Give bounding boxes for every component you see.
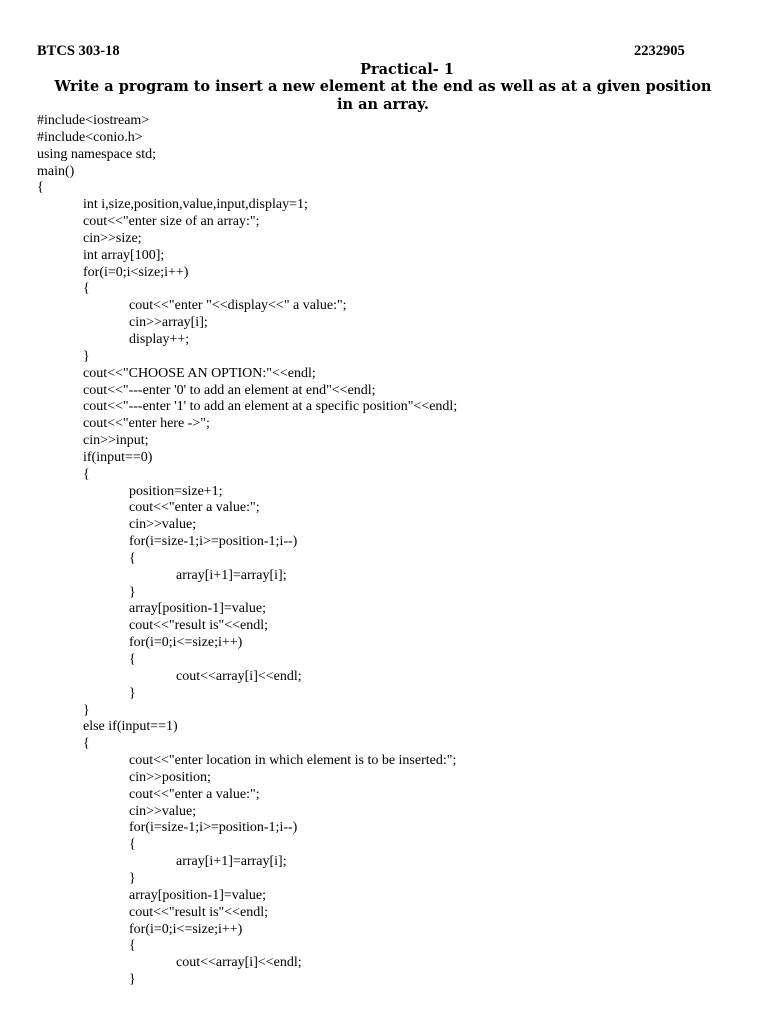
- code-line: cin>>value;: [129, 517, 197, 533]
- code-line: int array[100];: [83, 247, 165, 263]
- code-line: cin>>input;: [83, 433, 149, 449]
- code-line: {: [129, 652, 136, 667]
- code-line: #include<iostream>: [37, 113, 150, 128]
- code-line: cout<<array[i]<<endl;: [176, 668, 302, 684]
- code-line: cout<<"CHOOSE AN OPTION:"<<endl;: [83, 365, 316, 381]
- code-line: }: [129, 870, 136, 886]
- course-code: BTCS 303-18: [37, 43, 120, 59]
- code-line: cout<<"enter size of an array:";: [83, 214, 260, 230]
- code-line: cin>>position;: [129, 769, 211, 785]
- code-line: else if(input==1): [83, 719, 178, 735]
- code-line: }: [129, 584, 136, 600]
- code-line: #include<conio.h>: [37, 129, 143, 145]
- code-line: {: [129, 938, 136, 954]
- code-line: cout<<"enter a value:";: [129, 786, 260, 802]
- code-line: cout<<"enter here ->";: [83, 416, 210, 432]
- code-line: {: [83, 466, 90, 482]
- code-line: cout<<"---enter '0' to add an element at end"<<endl;: [83, 382, 376, 398]
- code-line: }: [83, 702, 90, 718]
- code-line: array[i+1]=array[i];: [176, 854, 287, 870]
- code-line: cout<<array[i]<<endl;: [176, 955, 302, 971]
- code-line: position=size+1;: [129, 483, 223, 499]
- code-line: display++;: [129, 331, 190, 347]
- code-line: using namespace std;: [37, 146, 156, 162]
- code-line: {: [83, 736, 90, 752]
- code-line: cout<<"result is"<<endl;: [129, 904, 269, 920]
- code-line: cout<<"enter a value:";: [129, 500, 260, 516]
- roll-number: 2232905: [634, 43, 685, 59]
- page-title: Write a program to insert a new element at the end as well as at a given position in an array.: [54, 78, 712, 113]
- practical-heading: Practical- 1: [360, 61, 454, 78]
- code-line: for(i=0;i<size;i++): [83, 264, 189, 280]
- code-line: array[position-1]=value;: [129, 887, 266, 903]
- code-line: {: [129, 837, 136, 853]
- code-line: }: [129, 685, 136, 701]
- code-line: for(i=0;i<=size;i++): [129, 921, 243, 937]
- code-line: for(i=size-1;i>=position-1;i--): [129, 820, 298, 836]
- code-line: cout<<"enter location in which element is to be inserted:";: [129, 753, 457, 769]
- code-line: }: [83, 348, 90, 364]
- code-line: array[i+1]=array[i];: [176, 567, 287, 583]
- code-line: cout<<"enter "<<display<<" a value:";: [129, 298, 347, 314]
- code-line: array[position-1]=value;: [129, 601, 266, 617]
- code-line: cin>>array[i];: [129, 315, 208, 331]
- code-listing: [37, 113, 737, 989]
- code-line: }: [129, 972, 136, 988]
- code-line: int i,size,position,value,input,display=1;: [83, 197, 308, 213]
- code-line: cin>>size;: [83, 230, 142, 246]
- code-line: main(): [37, 163, 75, 179]
- code-line: if(input==0): [83, 449, 153, 465]
- code-line: cout<<"---enter '1' to add an element at a specific position"<<endl;: [83, 399, 458, 415]
- code-line: {: [37, 180, 44, 196]
- code-line: cout<<"result is"<<endl;: [129, 618, 269, 634]
- code-line: for(i=size-1;i>=position-1;i--): [129, 534, 298, 550]
- code-line: {: [129, 550, 136, 566]
- code-line: {: [83, 281, 90, 297]
- code-line: cin>>value;: [129, 803, 197, 819]
- code-line: for(i=0;i<=size;i++): [129, 635, 243, 651]
